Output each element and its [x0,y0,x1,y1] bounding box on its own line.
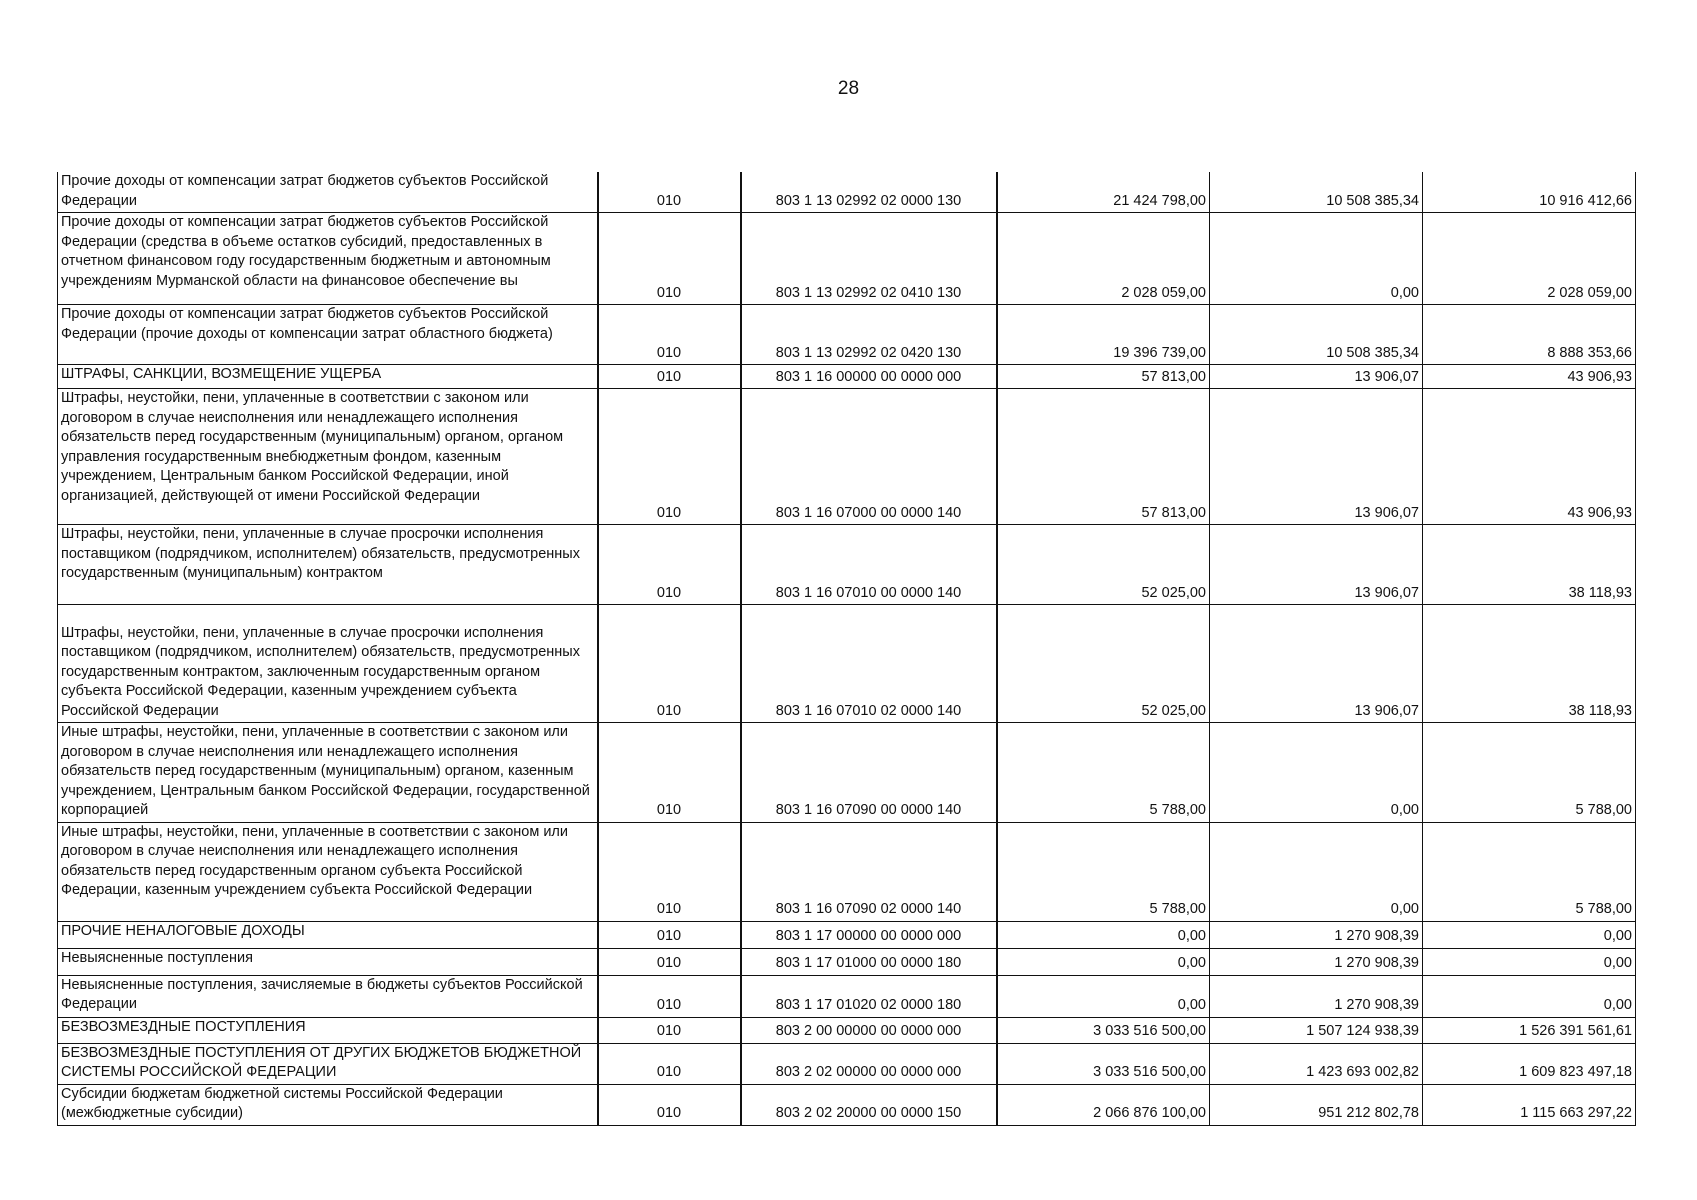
row-executed: 13 906,07 [1210,365,1423,389]
row-unexecuted: 0,00 [1423,975,1636,1017]
table-row [58,822,1636,921]
row-line-code: 010 [598,723,741,823]
row-budget-code: 803 2 02 00000 00 0000 000 [741,1043,997,1084]
row-name: Иные штрафы, неустойки, пени, уплаченные в соответствии с законом или договором в случае неисполнения или ненадлежащего исполнения обязательств перед государственным органом субъекта Российской Федерации, казенным учреждением субъекта Российской Федерации [58,822,598,921]
table-body [58,172,1636,1125]
row-unexecuted: 43 906,93 [1423,365,1636,389]
table-row [58,305,1636,365]
row-unexecuted: 1 609 823 497,18 [1423,1043,1636,1084]
row-approved: 5 788,00 [997,723,1210,823]
row-executed: 1 507 124 938,39 [1210,1017,1423,1043]
row-name: Невыясненные поступления [58,948,598,975]
row-approved: 21 424 798,00 [997,172,1210,213]
row-unexecuted: 8 888 353,66 [1423,305,1636,365]
row-unexecuted: 1 526 391 561,61 [1423,1017,1636,1043]
row-approved: 2 066 876 100,00 [997,1084,1210,1125]
table-row [58,365,1636,389]
table-row [58,921,1636,948]
row-executed: 13 906,07 [1210,389,1423,525]
row-executed: 1 270 908,39 [1210,921,1423,948]
row-name: Штрафы, неустойки, пени, уплаченные в соответствии с законом или договором в случае неисполнения или ненадлежащего исполнения обязательств перед государственным (муниципальным) органом, органом управления государственным внебюджетным фондом, казенным учреждением, Центральным банком Российской Федерации, иной организацией, действующей от имени Российской Федерации [58,389,598,525]
row-executed: 13 906,07 [1210,525,1423,605]
table-row [58,389,1636,525]
row-line-code: 010 [598,172,741,213]
row-approved: 3 033 516 500,00 [997,1043,1210,1084]
row-line-code: 010 [598,822,741,921]
row-line-code: 010 [598,605,741,723]
row-approved: 5 788,00 [997,822,1210,921]
table-row [58,948,1636,975]
row-name: ШТРАФЫ, САНКЦИИ, ВОЗМЕЩЕНИЕ УЩЕРБА [58,365,598,389]
row-unexecuted: 0,00 [1423,948,1636,975]
revenue-table [57,172,1636,1126]
row-unexecuted: 5 788,00 [1423,723,1636,823]
row-line-code: 010 [598,1017,741,1043]
row-budget-code: 803 2 02 20000 00 0000 150 [741,1084,997,1125]
row-executed: 1 270 908,39 [1210,948,1423,975]
row-budget-code: 803 1 16 00000 00 0000 000 [741,365,997,389]
row-name: БЕЗВОЗМЕЗДНЫЕ ПОСТУПЛЕНИЯ ОТ ДРУГИХ БЮДЖЕТОВ БЮДЖЕТНОЙ СИСТЕМЫ РОССИЙСКОЙ ФЕДЕРАЦИИ [58,1043,598,1084]
table-row [58,172,1636,213]
row-name: Невыясненные поступления, зачисляемые в бюджеты субъектов Российской Федерации [58,975,598,1017]
row-executed: 1 423 693 002,82 [1210,1043,1423,1084]
row-budget-code: 803 1 13 02992 02 0000 130 [741,172,997,213]
row-executed: 0,00 [1210,723,1423,823]
row-name: Иные штрафы, неустойки, пени, уплаченные в соответствии с законом или договором в случае неисполнения или ненадлежащего исполнения обязательств перед государственным (муниципальным) органом, казенным учреждением, Центральным банком Российской Федерации, государственной корпорацией [58,723,598,823]
row-approved: 52 025,00 [997,605,1210,723]
row-executed: 0,00 [1210,213,1423,305]
row-approved: 57 813,00 [997,365,1210,389]
row-budget-code: 803 1 16 07090 02 0000 140 [741,822,997,921]
table-row [58,213,1636,305]
row-unexecuted: 38 118,93 [1423,525,1636,605]
row-approved: 52 025,00 [997,525,1210,605]
table-row [58,723,1636,823]
table-row [58,975,1636,1017]
row-line-code: 010 [598,921,741,948]
row-budget-code: 803 2 00 00000 00 0000 000 [741,1017,997,1043]
row-name: Прочие доходы от компенсации затрат бюджетов субъектов Российской Федерации [58,172,598,213]
row-name: Субсидии бюджетам бюджетной системы Российской Федерации (межбюджетные субсидии) [58,1084,598,1125]
row-approved: 57 813,00 [997,389,1210,525]
row-line-code: 010 [598,365,741,389]
row-approved: 0,00 [997,975,1210,1017]
row-line-code: 010 [598,213,741,305]
row-name: БЕЗВОЗМЕЗДНЫЕ ПОСТУПЛЕНИЯ [58,1017,598,1043]
row-approved: 0,00 [997,948,1210,975]
row-budget-code: 803 1 17 01020 02 0000 180 [741,975,997,1017]
row-executed: 1 270 908,39 [1210,975,1423,1017]
row-name: Штрафы, неустойки, пени, уплаченные в случае просрочки исполнения поставщиком (подрядчиком, исполнителем) обязательств, предусмотренных государственным контрактом, заключенным государственным органом субъекта Российской Федерации, казенным учреждением субъекта Российской Федерации [58,605,598,723]
row-unexecuted: 0,00 [1423,921,1636,948]
row-name: Прочие доходы от компенсации затрат бюджетов субъектов Российской Федерации (прочие доходы от компенсации затрат областного бюджета) [58,305,598,365]
row-budget-code: 803 1 16 07090 00 0000 140 [741,723,997,823]
table-row [58,1084,1636,1125]
row-executed: 951 212 802,78 [1210,1084,1423,1125]
row-line-code: 010 [598,525,741,605]
table-row [58,1017,1636,1043]
row-line-code: 010 [598,975,741,1017]
row-name: Прочие доходы от компенсации затрат бюджетов субъектов Российской Федерации (средства в объеме остатков субсидий, предоставленных в отчетном финансовом году государственным бюджетным и автономным учреждениям Мурманской области на финансовое обеспечение вы [58,213,598,305]
row-approved: 2 028 059,00 [997,213,1210,305]
row-budget-code: 803 1 16 07010 00 0000 140 [741,525,997,605]
row-line-code: 010 [598,305,741,365]
row-approved: 19 396 739,00 [997,305,1210,365]
row-unexecuted: 5 788,00 [1423,822,1636,921]
row-approved: 0,00 [997,921,1210,948]
row-executed: 10 508 385,34 [1210,305,1423,365]
row-line-code: 010 [598,1084,741,1125]
row-budget-code: 803 1 16 07000 00 0000 140 [741,389,997,525]
row-line-code: 010 [598,1043,741,1084]
row-unexecuted: 1 115 663 297,22 [1423,1084,1636,1125]
row-line-code: 010 [598,948,741,975]
table-row [58,525,1636,605]
row-unexecuted: 43 906,93 [1423,389,1636,525]
row-budget-code: 803 1 16 07010 02 0000 140 [741,605,997,723]
row-unexecuted: 10 916 412,66 [1423,172,1636,213]
row-name: ПРОЧИЕ НЕНАЛОГОВЫЕ ДОХОДЫ [58,921,598,948]
row-unexecuted: 38 118,93 [1423,605,1636,723]
row-line-code: 010 [598,389,741,525]
row-executed: 10 508 385,34 [1210,172,1423,213]
row-budget-code: 803 1 13 02992 02 0420 130 [741,305,997,365]
row-unexecuted: 2 028 059,00 [1423,213,1636,305]
row-approved: 3 033 516 500,00 [997,1017,1210,1043]
row-executed: 13 906,07 [1210,605,1423,723]
table-row [58,1043,1636,1084]
row-budget-code: 803 1 17 01000 00 0000 180 [741,948,997,975]
table-row [58,605,1636,723]
row-budget-code: 803 1 13 02992 02 0410 130 [741,213,997,305]
row-executed: 0,00 [1210,822,1423,921]
row-budget-code: 803 1 17 00000 00 0000 000 [741,921,997,948]
page-number: 28 [837,78,860,99]
row-name: Штрафы, неустойки, пени, уплаченные в случае просрочки исполнения поставщиком (подрядчиком, исполнителем) обязательств, предусмотренных государственным (муниципальным) контрактом [58,525,598,605]
